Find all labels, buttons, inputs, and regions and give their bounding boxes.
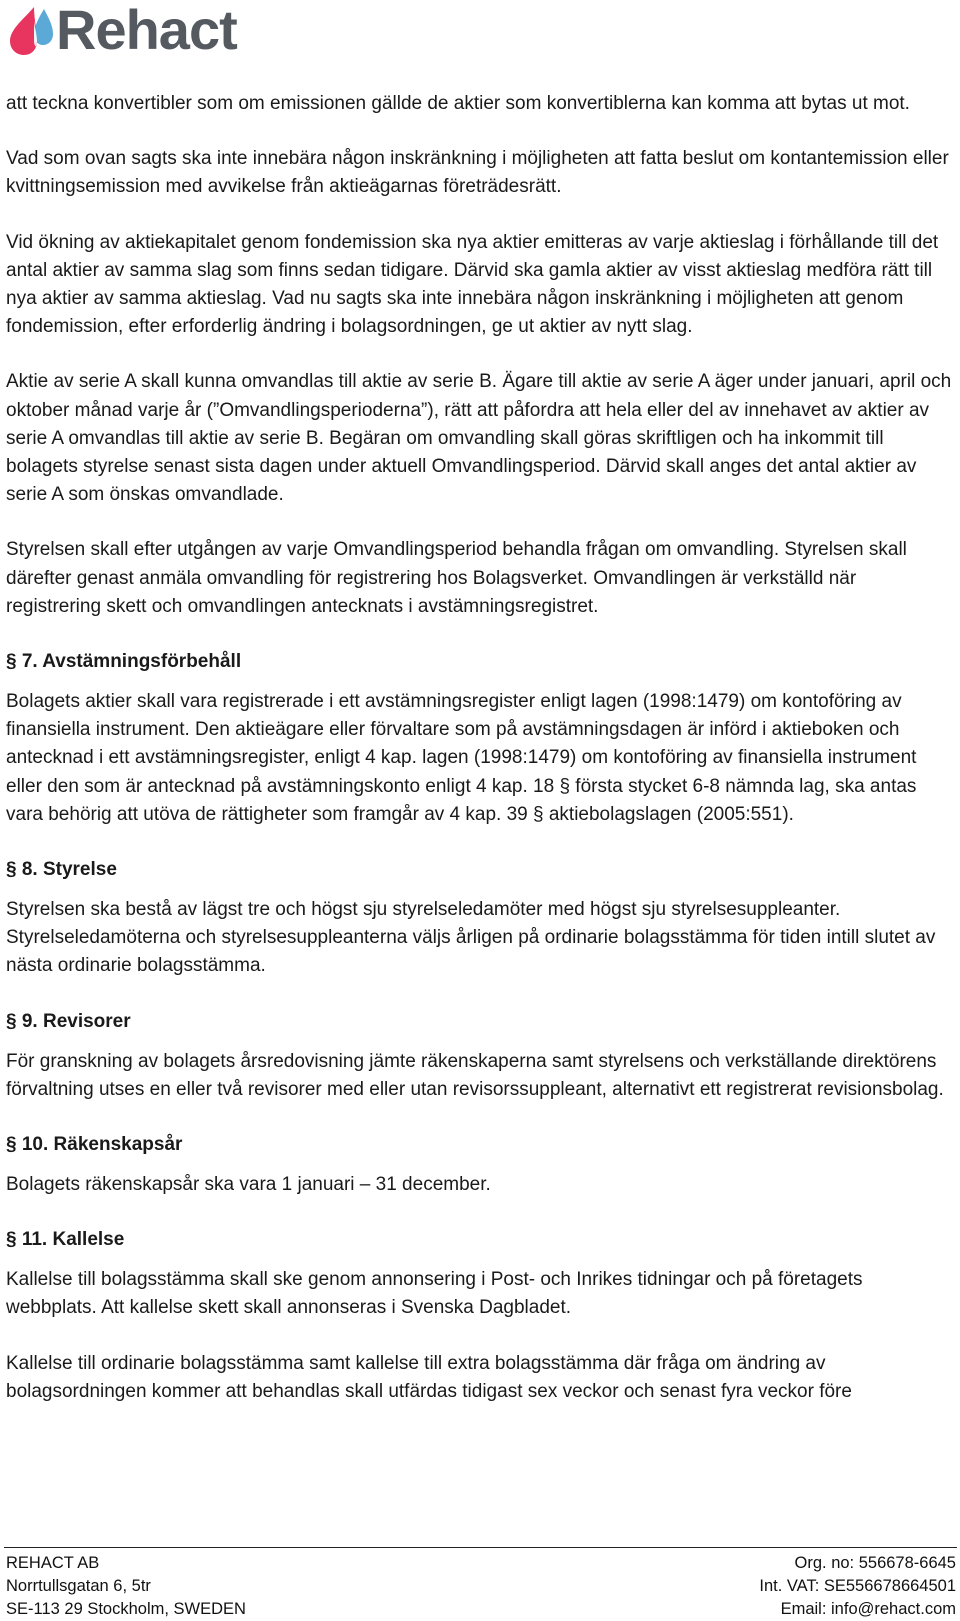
paragraph: Kallelse till ordinarie bolagsstämma samt kallelse till extra bolagsstämma där fråga om ändring av bolagsordningen kommer att behandlas skall utfärdas tidigast sex veckor och senast fyra veckor före xyxy=(6,1352,852,1402)
footer-divider xyxy=(4,1547,957,1548)
footer-city: SE-113 29 Stockholm, SWEDEN xyxy=(6,1600,246,1618)
section-heading: § 7. Avstämningsförbehåll xyxy=(6,651,242,673)
section-heading: § 10. Räkenskapsår xyxy=(6,1134,183,1156)
paragraph: Styrelsen ska bestå av lägst tre och högst sju styrelseledamöter med högst sju styrelsesuppleanter. Styrelseledamöterna och styrelsesuppleanterna väljs årligen på ordinarie bolagsstämma för tiden intill slutet av nästa ordinarie bolagsstämma. xyxy=(6,899,936,977)
footer-org-no: Org. no: 556678-6645 xyxy=(794,1554,956,1572)
page-header xyxy=(4,0,237,60)
section-heading: § 11. Kallelse xyxy=(6,1229,125,1251)
paragraph: Styrelsen skall efter utgången av varje Omvandlingsperiod behandla frågan om omvandling. Styrelsen skall därefter genast anmäla omvandling för registrering hos Bolagsverket. Omvandlingen är verkställd när registrering skett och omvandlingen antecknats i avstämningsregistret. xyxy=(6,539,907,617)
footer-company: REHACT AB xyxy=(6,1554,100,1572)
paragraph: Bolagets räkenskapsår ska vara 1 januari – 31 december. xyxy=(6,1174,491,1196)
section-heading: § 8. Styrelse xyxy=(6,859,117,881)
section-heading: § 9. Revisorer xyxy=(6,1010,131,1032)
footer-address xyxy=(6,1552,246,1621)
footer-street: Norrtullsgatan 6, 5tr xyxy=(6,1577,151,1595)
paragraph: Vad som ovan sagts ska inte innebära någon inskränkning i möjligheten att fatta beslut om kontantemission eller kvittningsemission med avvikelse från aktieägarnas företrädesrätt. xyxy=(6,148,949,198)
footer-vat: Int. VAT: SE556678664501 xyxy=(759,1577,956,1595)
document-body xyxy=(6,90,956,1433)
paragraph: För granskning av bolagets årsredovisning jämte räkenskaperna samt styrelsens och verkställande direktörens förvaltning utses en eller två revisorer med eller utan revisorssuppleant, alternativt ett registrerat revisionsbolag. xyxy=(6,1050,944,1100)
paragraph: Kallelse till bolagsstämma skall ske genom annonsering i Post- och Inrikes tidningar och på företagets webbplats. Att kallelse skett skall annonseras i Svenska Dagbladet. xyxy=(6,1269,863,1319)
rehact-logo-text: Rehact xyxy=(56,0,237,61)
footer-registration xyxy=(759,1552,956,1621)
paragraph: Vid ökning av aktiekapitalet genom fondemission ska nya aktier emitteras av varje aktieslag i förhållande till det antal aktier av samma slag som finns sedan tidigare. Därvid ska gamla aktier av visst aktieslag medföra rätt till nya aktier av samma aktieslag. Vad nu sagts ska inte innebära någon inskränkning i möjligheten att genom fondemission, efter erforderlig ändring i bolagsordningen, ge ut aktier av nytt slag. xyxy=(6,231,939,338)
footer-email: Email: info@rehact.com xyxy=(780,1600,956,1618)
rehact-logo-icon xyxy=(4,3,58,57)
paragraph: Aktie av serie A skall kunna omvandlas till aktie av serie B. Ägare till aktie av serie A äger under januari, april och oktober månad varje år (”Omvandlingsperioderna”), rätt att påfordra att hela eller del av innehavet av aktier av serie A omvandlas till aktie av serie B. Begäran om omvandling skall göras skriftligen och ha inkommit till bolagets styrelse senast sista dagen under aktuell Omvandlingsperiod. Därvid skall anges det antal aktier av serie A som önskas omvandlade. xyxy=(6,371,952,506)
paragraph: att teckna konvertibler som om emissionen gällde de aktier som konvertiblerna kan komma att bytas ut mot. xyxy=(6,93,910,114)
paragraph: Bolagets aktier skall vara registrerade i ett avstämningsregister enligt lagen (1998:1479) om kontoföring av finansiella instrument. Den aktieägare eller förvaltare som på avstämningsdagen är införd i aktieboken och antecknad i ett avstämningsregister, enligt 4 kap. lagen (1998:1479) om kontoföring av finansiella instrument eller den som är antecknad på avstämningskonto enligt 4 kap. 18 § första stycket 6-8 nämnda lag, ska antas vara behörig att utöva de rättigheter som framgår av 4 kap. 39 § aktiebolagslagen (2005:551). xyxy=(6,691,917,825)
